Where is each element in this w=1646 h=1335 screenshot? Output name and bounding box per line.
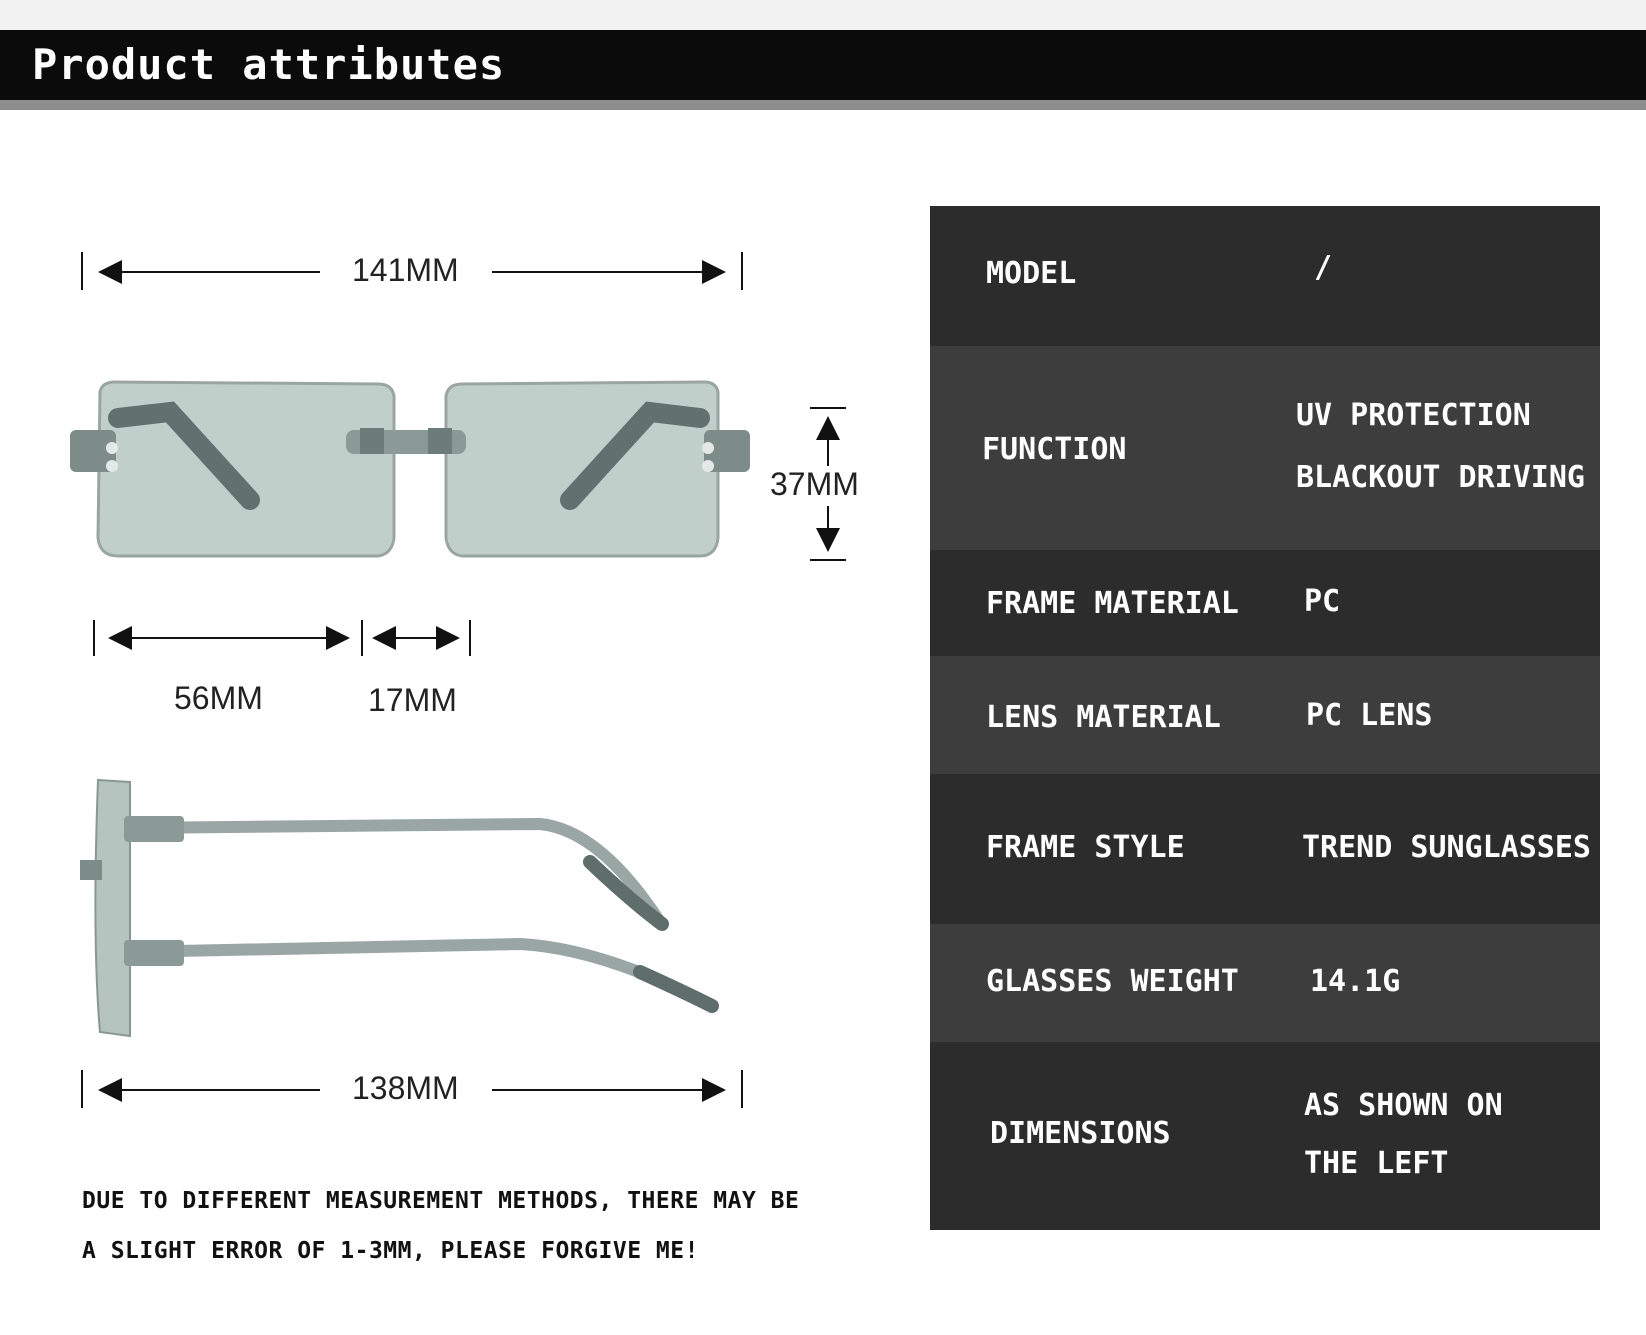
- spec-row-frame-style: [930, 774, 1600, 924]
- spec-row-dimensions: [930, 1042, 1600, 1230]
- side-view-glasses-image: [80, 780, 712, 1036]
- total-width-label: 141MM: [352, 252, 459, 288]
- spec-value-lens-material: PC LENS: [1306, 698, 1433, 733]
- spec-value-glasses-weight: 14.1G: [1310, 964, 1401, 999]
- spec-value-function-2: BLACKOUT DRIVING: [1296, 460, 1585, 495]
- spec-value-dimensions-1: AS SHOWN ON: [1304, 1088, 1503, 1123]
- bridge-width-label: 17MM: [368, 682, 457, 718]
- spec-value-function-1: UV PROTECTION: [1296, 398, 1531, 433]
- front-view-glasses-image: [70, 382, 750, 556]
- spec-row-function: [930, 346, 1600, 550]
- spec-table: [930, 206, 1600, 1230]
- page-title: Product attributes: [32, 40, 506, 89]
- lens-bridge-dimension-line: [94, 620, 470, 656]
- spec-row-model: [930, 206, 1600, 346]
- spec-label-frame-style: FRAME STYLE: [986, 830, 1185, 865]
- spec-value-dimensions-2: THE LEFT: [1304, 1146, 1449, 1181]
- lens-width-label: 56MM: [174, 680, 263, 716]
- spec-row-glasses-weight: [930, 924, 1600, 1042]
- spec-label-frame-material: FRAME MATERIAL: [986, 586, 1239, 621]
- spec-value-model: /: [1314, 250, 1333, 285]
- spec-row-lens-material: [930, 656, 1600, 774]
- spec-label-dimensions: DIMENSIONS: [990, 1116, 1171, 1151]
- spec-label-glasses-weight: GLASSES WEIGHT: [986, 964, 1239, 999]
- spec-row-frame-material: [930, 550, 1600, 656]
- spec-value-frame-material: PC: [1304, 584, 1341, 619]
- spec-label-lens-material: LENS MATERIAL: [986, 700, 1221, 735]
- spec-value-frame-style: TREND SUNGLASSES: [1302, 830, 1591, 865]
- temple-length-label: 138MM: [352, 1070, 459, 1106]
- measurement-note-line-2: A SLIGHT ERROR OF 1-3MM, PLEASE FORGIVE ME!: [82, 1238, 699, 1264]
- lens-height-label: 37MM: [770, 466, 859, 502]
- measurement-note-line-1: DUE TO DIFFERENT MEASUREMENT METHODS, THERE MAY BE: [82, 1188, 800, 1214]
- spec-label-model: MODEL: [986, 256, 1077, 291]
- spec-label-function: FUNCTION: [982, 432, 1127, 467]
